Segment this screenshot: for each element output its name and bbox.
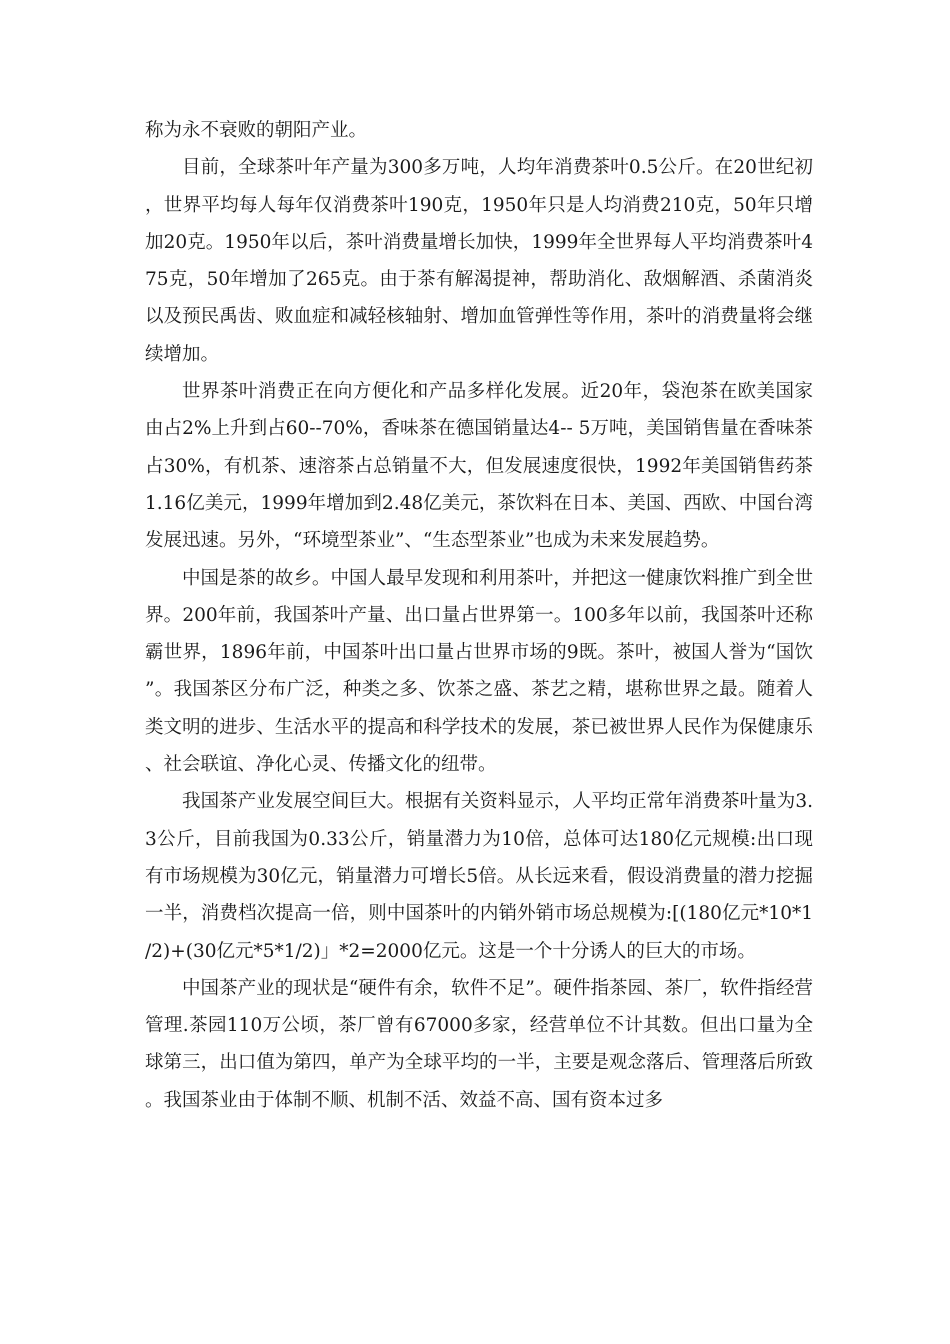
paragraph-consumption-trends: 世界茶叶消费正在向方便化和产品多样化发展。近20年，袋泡茶在欧美国家由占2%上升到占60--70%，香味茶在德国销量达4-- 5万吨，美国销售量在香味茶占30%，有机茶、速溶茶占总销量不大，但发展速度很快，1992年美国销售药茶1.16亿美元，1999年增加到2.48亿美元，茶饮料在日本、美国、西欧、中国台湾发展迅速。另外，“环境型茶业”、“生态型茶业”也成为未来发展趋势。 — [145, 381, 813, 552]
paragraph-continuation: 称为永不衰败的朝阳产业。 — [145, 120, 368, 141]
paragraph-global-tea-consumption: 目前，全球茶叶年产量为300多万吨，人均年消费茶叶0.5公斤。在20世纪初，世界平均每人每年仅消费茶叶190克，1950年只是人均消费210克，50年只增加20克。1950年以后，茶叶消费量增长加快，1999年全世界每人平均消费茶叶475克，50年增加了265克。由于茶有解渴提神，帮助消化、敌烟解酒、杀菌消炎以及预民禹齿、败血症和减轻核轴射、增加血管弹性等作用，茶叶的消费量将会继续增加。 — [145, 157, 813, 365]
paragraph-development-space: 我国茶产业发展空间巨大。根据有关资料显示，人平均正常年消费茶叶量为3.3公斤，目前我国为0.33公斤，销量潜力为10倍，总体可达180亿元规模:出口现有市场规模为30亿元，销量潜力可增长5倍。从长远来看，假设消费量的潜力挖掘一半，消费档次提高一倍，则中国茶叶的内销外销市场总规模为:[(180亿元*10*1/2)+(30亿元*5*1/2)」*2=2000亿元。这是一个十分诱人的巨大的市场。 — [145, 791, 813, 962]
document-page — [145, 112, 813, 1119]
paragraph-china-hometown-of-tea: 中国是茶的故乡。中国人最早发现和利用茶叶，并把这一健康饮料推广到全世界。200年前，我国茶叶产量、出口量占世界第一。100多年以前，我国茶叶还称霸世界，1896年前，中国茶叶出口量占世界市场的9既。茶叶，被国人誉为“国饮”。我国茶区分布广泛，种类之多、饮茶之盛、茶艺之精，堪称世界之最。随着人类文明的进步、生活水平的提高和科学技术的发展，茶已被世界人民作为保健康乐、社会联谊、净化心灵、传播文化的纽带。 — [145, 567, 813, 776]
paragraph-industry-status: 中国茶产业的现状是“硬件有余，软件不足”。硬件指茶园、茶厂，软件指经营管理.茶园110万公顷，茶厂曾有67000多家，经营单位不计其数。但出口量为全球第三，出口值为第四，单产为全球平均的一半，主要是观念落后、管理落后所致。我国茶业由于体制不顺、机制不活、效益不高、国有资本过多 — [145, 977, 813, 1111]
